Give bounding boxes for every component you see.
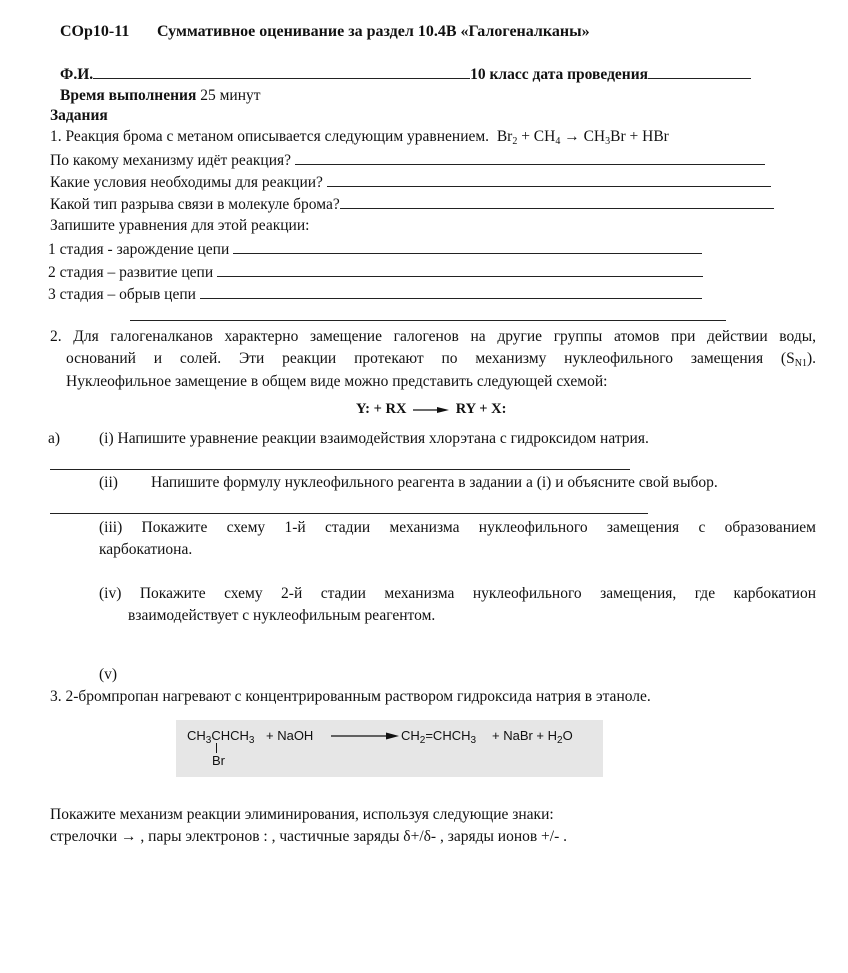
task1-q1: По какому механизму идёт реакция? [50,152,291,169]
task1-intro-row [50,127,669,152]
task1-intro: 1. Реакция брома с метаном описывается следующим уравнением. [50,128,490,145]
time-value: 25 минут [200,87,261,104]
stage2-answer[interactable] [217,262,703,277]
question-a-iii-line1: (iii) Покажите схему 1-й стадии механизма нуклеофильного замещения с образованием [99,519,816,536]
question-a-ii-num: (ii) [99,474,118,491]
answer-a-i-line[interactable] [50,469,630,470]
document-code: СОр10-11 [60,23,130,40]
scheme-left: Y: + RX [356,401,407,417]
question-a-iii-line2: карбокатиона. [99,541,193,558]
task1-q1-answer[interactable] [295,150,765,165]
tasks-heading: Задания [50,107,108,124]
naoh-term: + NaOH [266,728,314,743]
date-field[interactable] [648,64,751,79]
stage3-label: 3 стадия – обрыв цепи [48,286,196,303]
fio-label: Ф.И. [60,66,94,83]
bromine-substituent: Br [212,753,225,768]
stage3-answer[interactable] [200,284,702,299]
stage2-row [48,262,703,283]
product-formula: $CH_2=CHCH_3$ [401,728,477,746]
document-title: Суммативное оценивание за раздел 10.4В «Галогеналканы» [157,23,590,40]
task3-instruction2: стрелочки → , пары электронов : , частичные заряды δ+/δ- , заряды ионов +/- . [50,828,568,845]
task1-equation: $Br_2 + CH_4 \to CH_3Br$ + HBr [496,128,669,147]
task2-line1: 2. Для галогеналканов характерно замещение галогенов на другие группы атомов при действии воды, [50,328,816,345]
scheme-right: RY + X: [455,401,507,417]
byproducts: + NaBr + $H_2O$ [492,728,573,746]
fio-field[interactable] [93,64,470,79]
task1-q2-row [50,172,771,193]
stage2-label: 2 стадия – развитие цепи [48,264,214,281]
nucleophilic-scheme [356,399,506,419]
time-label: Время выполнения [60,87,197,104]
question-a-v: (v) [99,666,118,683]
part-a-label: а) [48,430,61,447]
task3-intro: 3. 2-бромпропан нагревают с концентрированным раствором гидроксида натрия в этаноле. [50,688,651,705]
class-date-label: 10 класс дата проведения [470,66,649,83]
scheme-arrow-icon [412,405,450,415]
reactant-formula: $CH_3CHCH_3$ [187,728,255,746]
answer-a-ii-line[interactable] [50,513,648,514]
task1-q3: Какой тип разрыва связи в молекуле брома? [50,196,340,213]
task1-q4: Запишите уравнения для этой реакции: [50,217,310,234]
task1-q2-answer[interactable] [327,172,771,187]
question-a-i: (i) Напишите уравнение реакции взаимодействия хлорэтана с гидроксидом натрия. [99,430,649,447]
task1-q3-row [50,194,774,215]
task1-q1-row [50,150,765,171]
reaction-arrow-icon [330,731,400,741]
fio-row [60,64,751,85]
stage1-row [48,239,702,260]
task2-line2: оснований и солей. Эти реакции протекают по механизму нуклеофильного замещения $(S_{N1})$. [66,350,816,369]
task2-line3: Нуклеофильное замещение в общем виде можно представить следующей схемой: [66,373,608,390]
task1-q2: Какие условия необходимы для реакции? [50,174,323,191]
stage1-answer[interactable] [233,239,702,254]
question-a-iv-line2: взаимодействует с нуклеофильным реагентом. [128,607,436,624]
task1-q3-answer[interactable] [340,194,774,209]
time-row [60,86,261,106]
task3-instruction1: Покажите механизм реакции элиминирования, используя следующие знаки: [50,806,554,823]
question-a-iv-line1: (iv) Покажите схему 2-й стадии механизма нуклеофильного замещения, где карбокатион [99,585,816,602]
stage1-label: 1 стадия - зарождение цепи [48,241,230,258]
stage3-row [48,284,702,305]
elimination-equation-box [176,720,603,777]
bromine-bond [216,743,217,753]
question-a-ii: Напишите формулу нуклеофильного реагента в задании а (i) и объясните свой выбор. [151,474,718,491]
stage3-answer-line2[interactable] [130,320,726,321]
